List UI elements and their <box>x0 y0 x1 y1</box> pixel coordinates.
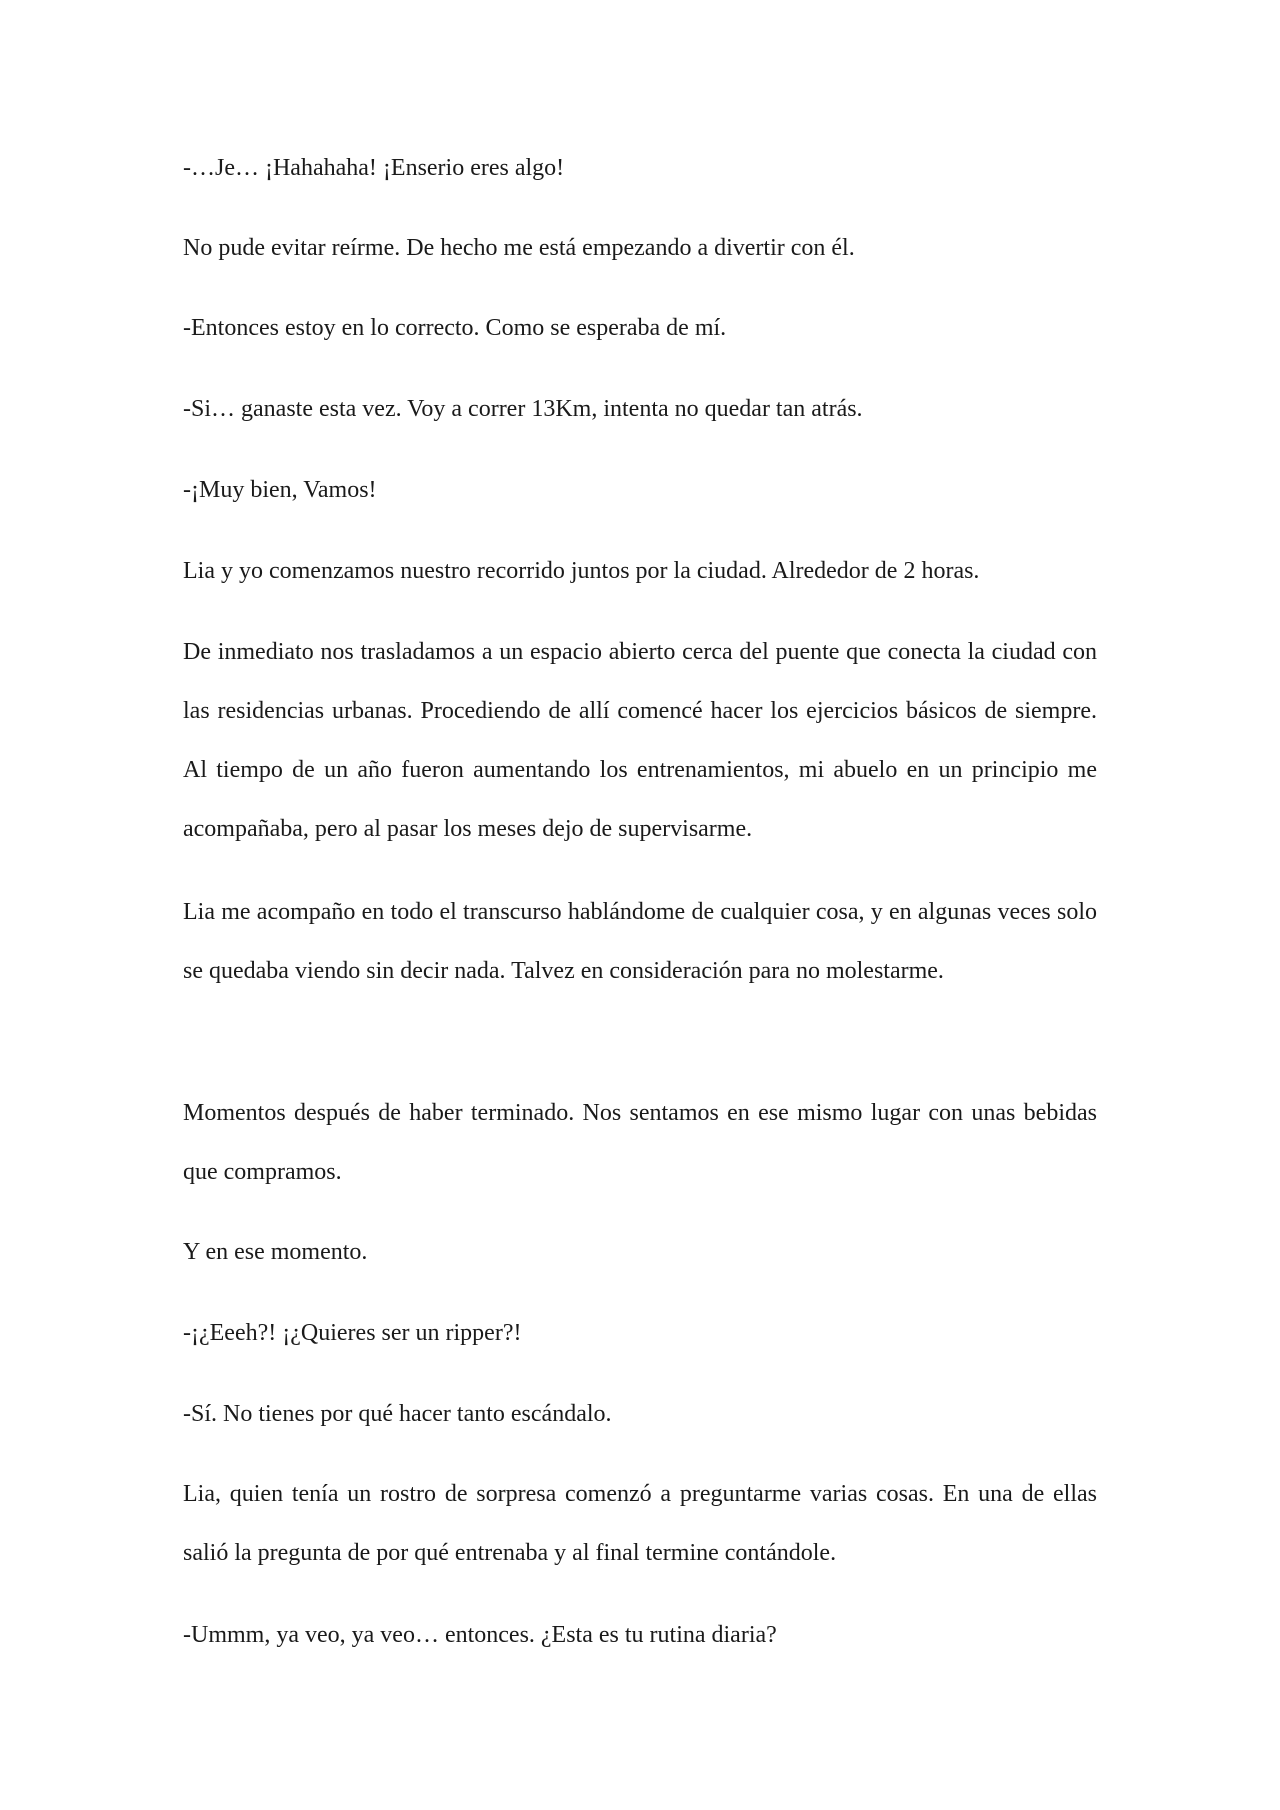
paragraph-narration-exercises: De inmediato nos trasladamos a un espacio abierto cerca del puente que conecta la ciudad con las residencias urbanas. Procediendo de allí comencé hacer los ejercicios básicos de siempre. Al tiempo de un año fueron aumentando los entrenamientos, mi abuelo en un principio me acompañaba, pero al pasar los meses dejo de supervisarme. <box>183 639 1097 842</box>
paragraph-narration-questions: Lia, quien tenía un rostro de sorpresa comenzó a preguntarme varias cosas. En una de ellas salió la pregunta de por qué entrenaba y al final termine contándole. <box>183 1481 1097 1566</box>
paragraph-dialogue-vamos: -¡Muy bien, Vamos! <box>183 477 377 503</box>
paragraph-narration-route: Lia y yo comenzamos nuestro recorrido juntos por la ciudad. Alrededor de 2 horas. <box>183 558 980 584</box>
paragraph-narration-lia-company: Lia me acompaño en todo el transcurso hablándome de cualquier cosa, y en algunas veces solo se quedaba viendo sin decir nada. Talvez en consideración para no molestarme. <box>183 899 1097 984</box>
paragraph-narration-moment: Y en ese momento. <box>183 1239 368 1265</box>
paragraph-narration-drinks: Momentos después de haber terminado. Nos sentamos en ese mismo lugar con unas bebidas que compramos. <box>183 1100 1097 1185</box>
paragraph-dialogue-correct: -Entonces estoy en lo correcto. Como se esperaba de mí. <box>183 315 727 341</box>
paragraph-dialogue-run: -Si… ganaste esta vez. Voy a correr 13Km, intenta no quedar tan atrás. <box>183 396 863 422</box>
paragraph-narration-laugh: No pude evitar reírme. De hecho me está empezando a divertir con él. <box>183 235 855 261</box>
paragraph-dialogue-routine: -Ummm, ya veo, ya veo… entonces. ¿Esta es tu rutina diaria? <box>183 1622 777 1648</box>
paragraph-dialogue-laugh: -…Je… ¡Hahahaha! ¡Enserio eres algo! <box>183 155 565 181</box>
paragraph-dialogue-ripper: -¡¿Eeeh?! ¡¿Quieres ser un ripper?! <box>183 1320 522 1346</box>
paragraph-dialogue-scandal: -Sí. No tienes por qué hacer tanto escándalo. <box>183 1401 612 1427</box>
